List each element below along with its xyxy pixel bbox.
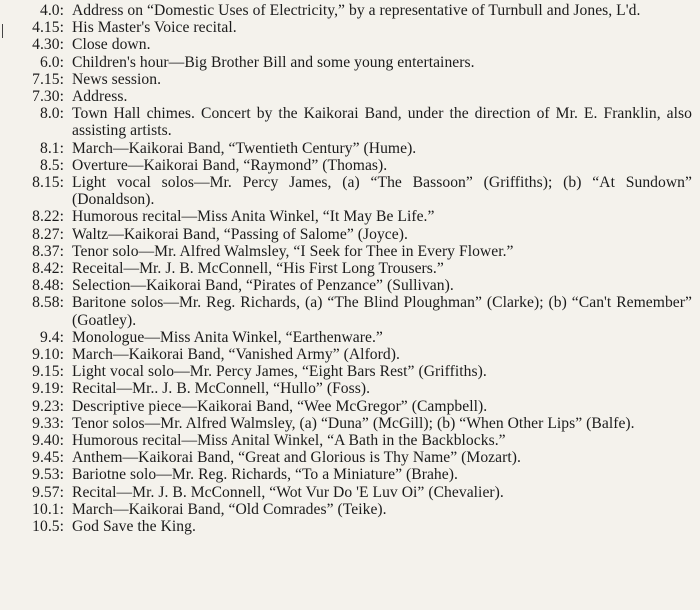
entry-description: Town Hall chimes. Concert by the Kaikorai Band, under the direction of Mr. E. Franklin, also assisting artists.: [72, 105, 692, 140]
entry-description: Descriptive piece—Kaikorai Band, “Wee McGregor” (Campbell).: [72, 397, 488, 415]
entry-time: 6.0:: [39, 53, 64, 71]
entry-time: 8.58:: [32, 294, 64, 312]
schedule-entry: [14, 329, 692, 346]
entry-description: Selection—Kaikorai Band, “Pirates of Penzance” (Sullivan).: [72, 277, 454, 295]
entry-time: 8.48:: [32, 277, 64, 295]
schedule-entry: [14, 432, 692, 449]
schedule-entry: [14, 449, 692, 466]
entry-time: 8.22:: [32, 208, 64, 226]
entry-description: Recital—Mr.. J. B. McConnell, “Hullo” (Foss).: [72, 380, 371, 398]
entry-description: Anthem—Kaikorai Band, “Great and Glorious is Thy Name” (Mozart).: [72, 449, 521, 467]
entry-time: 9.40:: [32, 432, 64, 450]
entry-description: Children's hour—Big Brother Bill and some young entertainers.: [72, 53, 475, 71]
entry-description: Receital—Mr. J. B. McConnell, “His First Long Trousers.”: [72, 260, 444, 278]
entry-time: 7.30:: [32, 88, 64, 106]
schedule-entry: [14, 140, 692, 157]
entry-description: News session.: [72, 70, 162, 88]
schedule-entry: [14, 19, 692, 36]
entry-time: 8.42:: [32, 260, 64, 278]
schedule-entry: [14, 380, 692, 397]
schedule-entry: [14, 226, 692, 243]
schedule-entry: [14, 363, 692, 380]
entry-description: Light vocal solos—Mr. Percy James, (a) “The Bassoon” (Griffiths); (b) “At Sundown” (Donaldson).: [72, 174, 692, 209]
entry-time: 10.5:: [32, 518, 64, 536]
entry-description: Bariotne solo—Mr. Reg. Richards, “To a Miniature” (Brahe).: [72, 466, 458, 484]
entry-description: Tenor solo—Mr. Alfred Walmsley, “I Seek for Thee in Every Flower.”: [72, 242, 514, 260]
schedule-entry: [14, 54, 692, 71]
entry-description: Monologue—Miss Anita Winkel, “Earthenware.”: [72, 328, 383, 346]
entry-description: March—Kaikorai Band, “Twentieth Century” (Hume).: [72, 139, 417, 157]
schedule-entry: [14, 466, 692, 483]
entry-description: God Save the King.: [72, 518, 196, 536]
schedule-entry: [14, 346, 692, 363]
entry-time: 10.1:: [32, 500, 64, 518]
column-rule: [2, 24, 3, 38]
schedule-entry: [14, 105, 692, 139]
entry-time: 8.15:: [32, 174, 64, 192]
entry-time: 9.53:: [32, 466, 64, 484]
entry-time: 8.37:: [32, 242, 64, 260]
schedule-entry: [14, 277, 692, 294]
entry-time: 8.5:: [39, 156, 64, 174]
schedule-entry: [14, 88, 692, 105]
entry-time: 8.27:: [32, 225, 64, 243]
entry-description: Address.: [72, 88, 128, 106]
entry-description: March—Kaikorai Band, “Vanished Army” (Alford).: [72, 346, 400, 364]
schedule-entry: [14, 501, 692, 518]
schedule-entry: [14, 174, 692, 208]
schedule-entry: [14, 294, 692, 328]
schedule-entry: [14, 398, 692, 415]
schedule-entry: [14, 260, 692, 277]
entry-time: 4.30:: [32, 36, 64, 54]
entry-time: 9.57:: [32, 483, 64, 501]
entry-time: 9.4:: [39, 328, 64, 346]
schedule-entry: [14, 415, 692, 432]
entry-time: 9.15:: [32, 363, 64, 381]
schedule-entry: [14, 243, 692, 260]
entry-time: 9.33:: [32, 414, 64, 432]
schedule-entry: [14, 157, 692, 174]
entry-description: Light vocal solo—Mr. Percy James, “Eight Bars Rest” (Griffiths).: [72, 363, 487, 381]
schedule-entry: [14, 518, 692, 535]
entry-time: 4.15:: [32, 19, 64, 37]
entry-description: Recital—Mr. J. B. McConnell, “Wot Vur Do 'E Luv Oi” (Chevalier).: [72, 483, 504, 501]
entry-time: 4.0:: [39, 2, 64, 19]
entry-description: Waltz—Kaikorai Band, “Passing of Salome” (Joyce).: [72, 225, 408, 243]
entry-description: His Master's Voice recital.: [72, 19, 237, 37]
entry-description: Humorous recital—Miss Anita Winkel, “It May Be Life.”: [72, 208, 435, 226]
entry-description: Baritone solos—Mr. Reg. Richards, (a) “The Blind Ploughman” (Clarke); (b) “Can't Remember” (Goatley).: [72, 294, 692, 329]
schedule-entry: [14, 2, 692, 19]
entry-time: 9.23:: [32, 397, 64, 415]
entry-description: Address on “Domestic Uses of Electricity,” by a representative of Turnbull and Jones, L'd.: [72, 2, 641, 19]
entry-time: 8.0:: [39, 105, 64, 123]
entry-time: 7.15:: [32, 70, 64, 88]
entry-time: 9.10:: [32, 346, 64, 364]
entry-description: Humorous recital—Miss Anital Winkel, “A Bath in the Backblocks.”: [72, 432, 506, 450]
schedule-entry: [14, 484, 692, 501]
schedule-entry: [14, 208, 692, 225]
entry-time: 9.45:: [32, 449, 64, 467]
schedule-list: [14, 2, 692, 535]
entry-time: 8.1:: [39, 139, 64, 157]
schedule-entry: [14, 71, 692, 88]
schedule-entry: [14, 36, 692, 53]
entry-description: Tenor solos—Mr. Alfred Walmsley, (a) “Duna” (McGill); (b) “When Other Lips” (Balfe).: [72, 414, 635, 432]
entry-description: Overture—Kaikorai Band, “Raymond” (Thomas).: [72, 156, 388, 174]
entry-description: March—Kaikorai Band, “Old Comrades” (Teike).: [72, 500, 387, 518]
entry-description: Close down.: [72, 36, 151, 54]
entry-time: 9.19:: [32, 380, 64, 398]
